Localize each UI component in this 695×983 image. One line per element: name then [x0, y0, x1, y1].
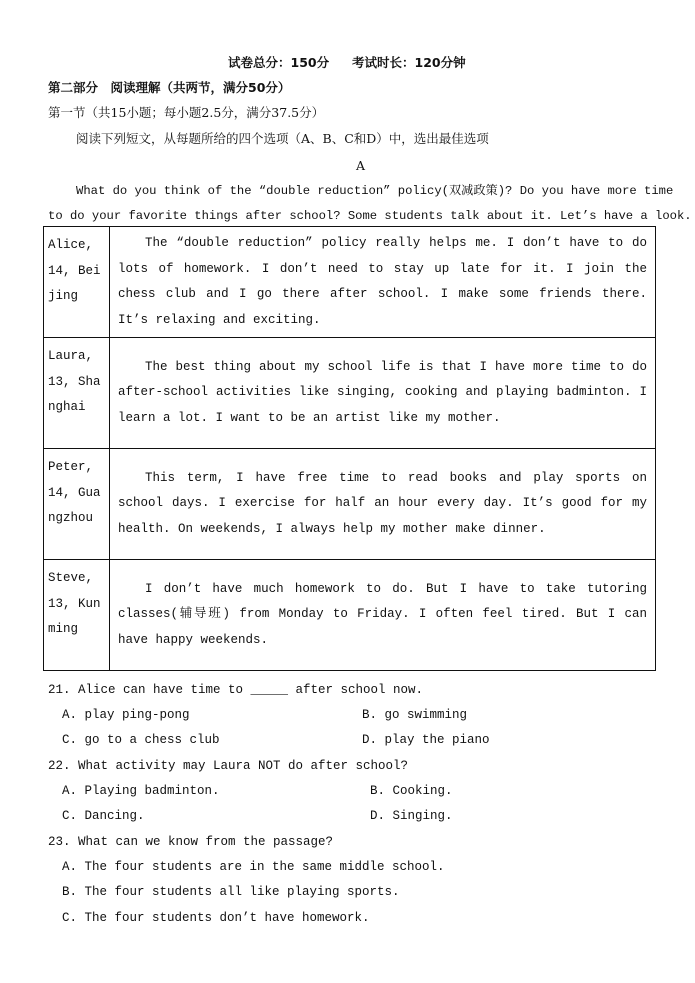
- question-21-option-d: D. play the piano: [362, 733, 490, 747]
- question-22-stem: 22. What activity may Laura NOT do after school?: [48, 759, 409, 773]
- question-21-stem: 21. Alice can have time to _____ after school now.: [48, 683, 424, 697]
- student-comment: The best thing about my school life is that I have more time to do after-school activities like singing, cooking and playing badminton. I learn a lot. I want to be an artist like my mother.: [110, 338, 656, 449]
- question-22-option-b: B. Cooking.: [370, 784, 453, 798]
- question-22-option-d: D. Singing.: [370, 809, 453, 823]
- question-21-option-a: A. play ping-pong: [62, 708, 190, 722]
- question-23-option-b: B. The four students all like playing sports.: [62, 885, 400, 899]
- question-22-option-c: C. Dancing.: [62, 809, 145, 823]
- exam-info-total-score: 试卷总分：150分: [228, 55, 330, 70]
- part-title: 第二部分 阅读理解（共两节，满分50分）: [48, 80, 291, 95]
- question-23-option-a: A. The four students are in the same middle school.: [62, 860, 445, 874]
- student-name: Laura, 13, Shanghai: [44, 338, 110, 449]
- table-row: [44, 560, 656, 671]
- intro-line-1: What do you think of the “double reduction” policy(双减政策)? Do you have more time: [76, 184, 674, 198]
- student-comment: This term, I have free time to read books and play sports on school days. I exercise for half an hour every day. It’s good for my health. On weekends, I always help my mother make dinner.: [110, 449, 656, 560]
- exam-info-duration: 考试时长：120分钟: [352, 55, 466, 70]
- student-comment: The “double reduction” policy really helps me. I don’t have to do lots of homework. I don’t need to stay up late for it. I join the chess club and I go there after school. I make some friends there. It’s relaxing and exciting.: [110, 227, 656, 338]
- question-21-option-c: C. go to a chess club: [62, 733, 220, 747]
- section-title: 第一节（共15小题；每小题2.5分，满分37.5分）: [48, 105, 325, 120]
- table-row: [44, 449, 656, 560]
- student-comments-table: [43, 226, 656, 671]
- passage-label: A: [356, 158, 366, 173]
- student-name: Alice, 14, Beijing: [44, 227, 110, 338]
- student-name: Steve, 13, Kunming: [44, 560, 110, 671]
- question-23-stem: 23. What can we know from the passage?: [48, 835, 334, 849]
- question-22-option-a: A. Playing badminton.: [62, 784, 220, 798]
- student-comment: I don’t have much homework to do. But I have to take tutoring classes(辅导班) from Monday to Friday. I often feel tired. But I can have happy weekends.: [110, 560, 656, 671]
- question-21-option-b: B. go swimming: [362, 708, 468, 722]
- instruction-text: 阅读下列短文，从每题所给的四个选项（A、B、C和D）中，选出最佳选项: [76, 131, 489, 146]
- student-name: Peter, 14, Guangzhou: [44, 449, 110, 560]
- question-23-option-c: C. The four students don’t have homework.: [62, 911, 370, 925]
- table-row: [44, 338, 656, 449]
- intro-line-2: to do your favorite things after school? Some students talk about it. Let’s have a look.: [48, 209, 692, 223]
- table-row: [44, 227, 656, 338]
